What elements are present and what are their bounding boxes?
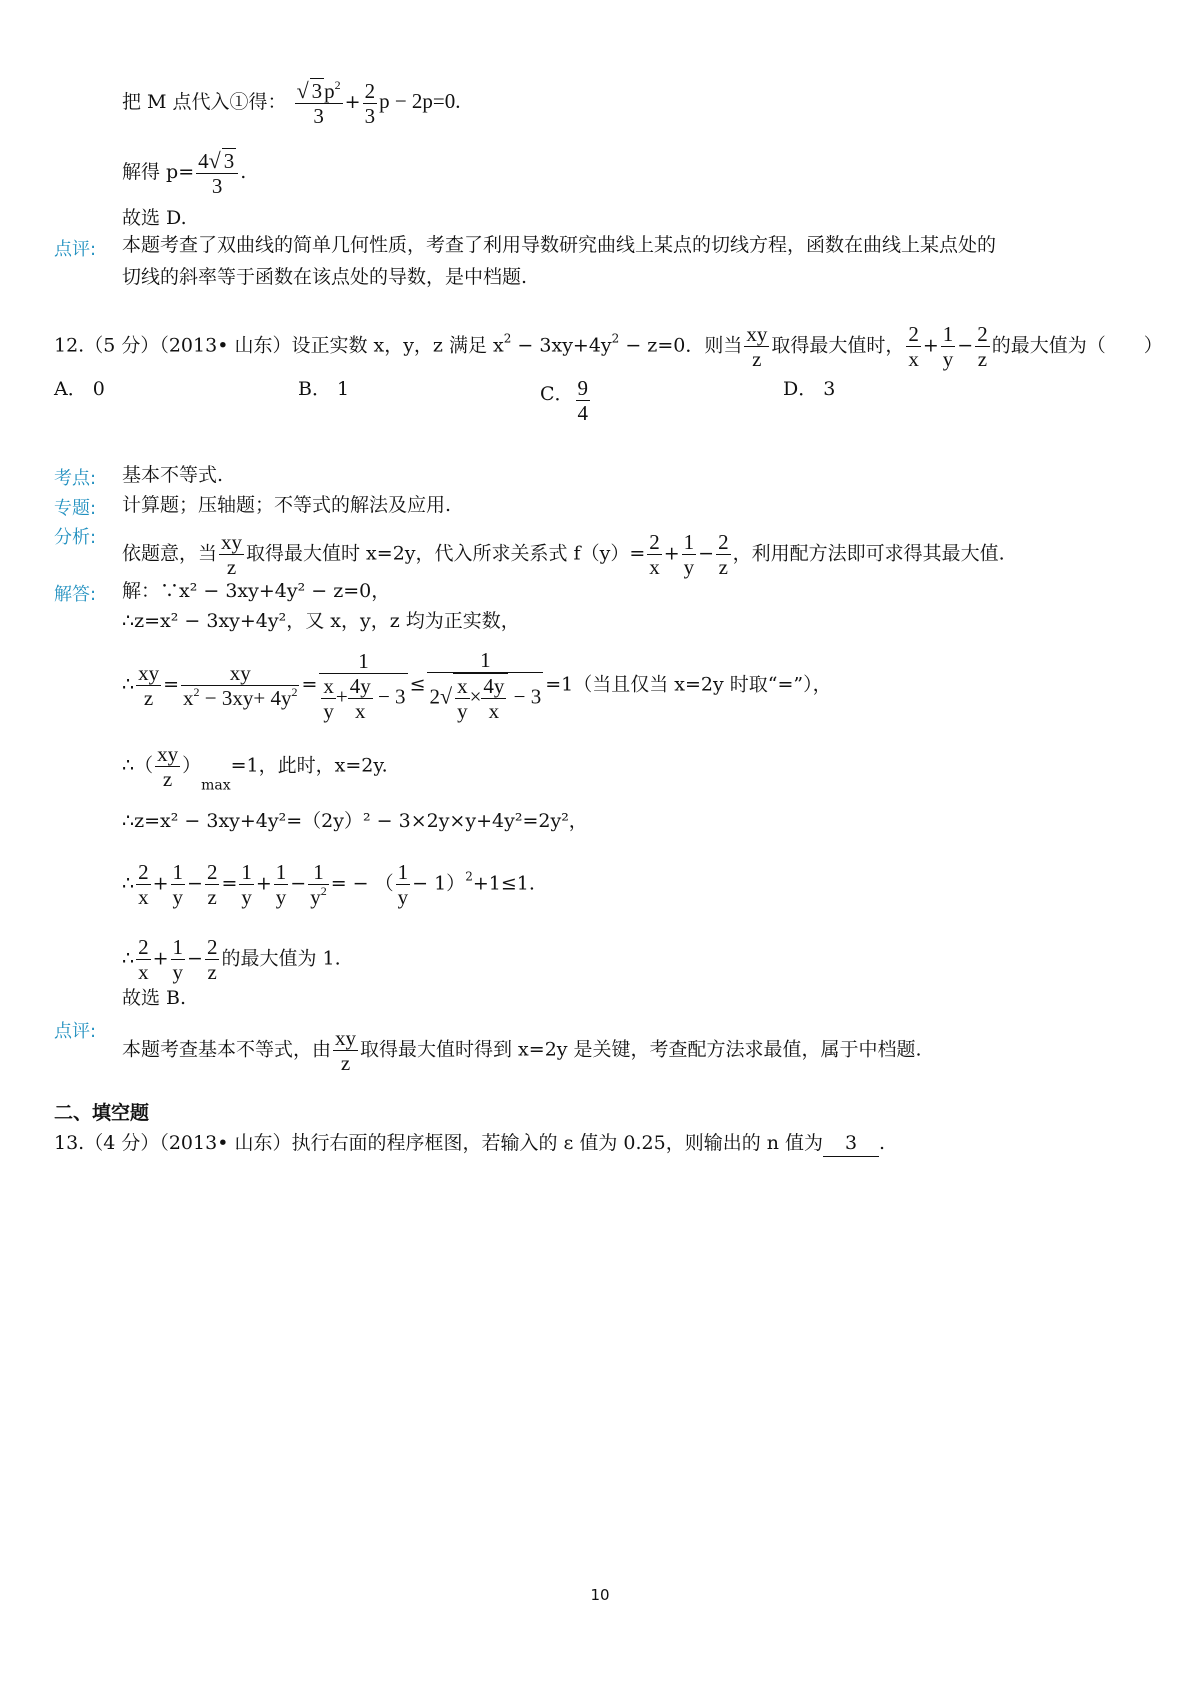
option-d[interactable]: D． 3 bbox=[783, 378, 836, 400]
dianping-label: 点评: bbox=[54, 1021, 97, 1042]
solution-max-line: ∴（ $\frac{xy}{z}$ ）$_{max}=1$，此时，x=2y. bbox=[122, 742, 388, 794]
substitution-line: 把 M 点代入①得： $\frac{√ 3p^2}{3}$ + $\frac{2}{3}$ p − 2p=0. bbox=[122, 78, 461, 128]
option-c[interactable]: C． $\frac{9}{4}$ bbox=[540, 376, 589, 425]
kaodian-label: 考点: bbox=[54, 468, 97, 489]
comment-text: 本题考查了双曲线的简单几何性质，考查了利用导数研究曲线上某点的切线方程，函数在曲线上某点处的 bbox=[122, 234, 997, 256]
comment-text: 切线的斜率等于函数在该点处的导数，是中档题. bbox=[122, 266, 528, 288]
option-b[interactable]: B． 1 bbox=[298, 378, 350, 400]
solution-line: ∴z=x² − 3xy+4y²，又 x，y，z 均为正实数， bbox=[122, 610, 520, 632]
zhuanti-label: 专题: bbox=[54, 498, 97, 519]
answer-blank[interactable]: 3 bbox=[823, 1130, 879, 1157]
fraction: $\frac{4√ 3}{3}$ bbox=[196, 148, 238, 198]
fenxi-label: 分析: bbox=[54, 527, 97, 548]
fraction: $\frac{√ 3p^2}{3}$ bbox=[296, 78, 341, 128]
question-13-stem: 13.（4 分）（2013• 山东）执行右面的程序框图，若输入的 ε 值为 0.25，则输出的 n 值为 3 . bbox=[54, 1130, 885, 1157]
answer-line: 故选 D. bbox=[122, 207, 187, 229]
jieda-label: 解答: bbox=[54, 584, 97, 605]
solution-square-line: ∴ $\frac{2}{x}$ + $\frac{1}{y}$ − $\frac{2}{z}$ = $\frac{1}{y}$ + $\frac{1}{y}$ − $\frac{1}{y^2}$ = − （ $\frac{1}{y}$ − 1）$^2$+1≤1. bbox=[122, 860, 535, 909]
kaodian-text: 基本不等式. bbox=[122, 464, 224, 486]
zhuanti-text: 计算题；压轴题；不等式的解法及应用. bbox=[122, 494, 452, 516]
solve-line: 解得 p= $\frac{4√ 3}{3}$ . bbox=[122, 148, 247, 198]
solution-line: 解：∵x² − 3xy+4y² − z=0， bbox=[122, 580, 391, 602]
fenxi-text: 依题意，当 $\frac{xy}{z}$ 取得最大值时 x=2y，代入所求关系式 f（y）= $\frac{2}{x}$ + $\frac{1}{y}$ − $\frac{2}{z}$ ，利用配方法即可求得其最大值. bbox=[122, 530, 1005, 579]
comment-label: 点评: bbox=[54, 239, 97, 260]
solution-inequality: ∴ $\frac{xy}{z}$ = $\frac{xy}{x^2 - 3xy+ 4y^2}$ = 1 $\frac{x}{y}$ + $\frac{4y}{x}$ − 3 ≤ 1 2√ $\frac{x}{y}$ × $\frac{4y}{x}$ − 3 =1（当且仅当 x=2y 时取“=”）， bbox=[122, 648, 832, 723]
dianping-text: 本题考查基本不等式，由 $\frac{xy}{z}$ 取得最大值时得到 x=2y 是关键，考查配方法求最值，属于中档题. bbox=[122, 1026, 922, 1075]
option-a[interactable]: A． 0 bbox=[54, 378, 105, 400]
solution-conclusion: ∴ $\frac{2}{x}$ + $\frac{1}{y}$ − $\frac{2}{z}$ 的最大值为 1. bbox=[122, 935, 341, 984]
question-12-stem: 12.（5 分）（2013• 山东）设正实数 x，y，z 满足 $x^2 - 3xy+4y^2 - z=0$．则当 $\frac{xy}{z}$ 取得最大值时， $\frac{2}{x}$ + $\frac{1}{y}$ − $\frac{2}{z}$ 的最大值为（ ） bbox=[54, 322, 1163, 371]
page-number: 10 bbox=[590, 1586, 610, 1604]
solution-answer: 故选 B. bbox=[122, 987, 187, 1009]
section-heading: 二、填空题 bbox=[54, 1102, 150, 1124]
solution-line: ∴z=x² − 3xy+4y²=（2y）² − 3×2y×y+4y²=2y²， bbox=[122, 810, 588, 832]
